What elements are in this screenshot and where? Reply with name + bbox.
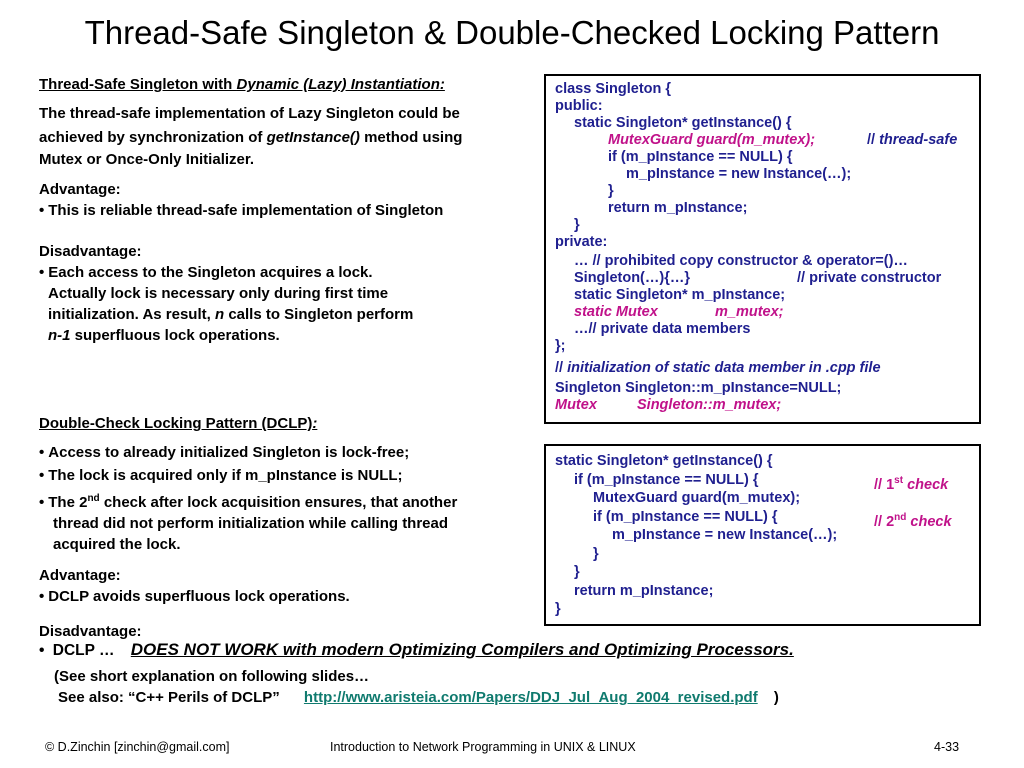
code-line bbox=[555, 253, 979, 270]
bullet-item bbox=[39, 442, 534, 463]
comment-text: initialization of static data member in .cpp file bbox=[567, 360, 881, 376]
code-line bbox=[555, 321, 979, 338]
text: ) bbox=[773, 689, 779, 706]
disadvantage-label: Disadvantage: bbox=[39, 623, 142, 640]
text: The lock is acquired only if m_pInstance is NULL; bbox=[48, 467, 403, 484]
superscript: nd bbox=[894, 511, 907, 523]
code-line bbox=[555, 217, 979, 234]
text: Access to already initialized Singleton is lock-free; bbox=[48, 444, 410, 461]
text-italic: n-1 bbox=[48, 327, 71, 344]
code-line bbox=[555, 183, 979, 200]
text: superfluous lock operations. bbox=[70, 327, 280, 344]
code-line bbox=[555, 509, 979, 528]
code-text: m_pInstance = new Instance(…); bbox=[626, 166, 852, 182]
code-text: if (m_pInstance == NULL) { bbox=[608, 149, 793, 165]
code-text-highlight: Singleton::m_mutex; bbox=[637, 397, 782, 413]
advantage-label: Advantage: bbox=[39, 181, 121, 198]
text-line: acquired the lock. bbox=[53, 536, 181, 553]
see-explanation: (See short explanation on following slides… bbox=[54, 668, 370, 685]
bullet-icon: • bbox=[39, 588, 45, 605]
code-box-lazy-singleton bbox=[544, 74, 981, 424]
heading-text: Double-Check Locking Pattern (DCLP) bbox=[39, 415, 313, 432]
disadvantage-label: Disadvantage: bbox=[39, 243, 142, 260]
text: The 2 bbox=[48, 494, 88, 511]
text: check after lock acquisition ensures, that another bbox=[99, 494, 458, 511]
section-heading-thread-safe bbox=[39, 74, 534, 95]
code-text: } bbox=[574, 217, 580, 233]
text-line bbox=[39, 325, 534, 346]
bullet-item bbox=[39, 200, 534, 221]
code-text: if (m_pInstance == NULL) { bbox=[574, 471, 759, 488]
code-text: } bbox=[574, 564, 580, 580]
code-line bbox=[555, 234, 979, 251]
code-line bbox=[555, 270, 979, 287]
comment-text: check bbox=[906, 513, 952, 530]
bullet-item bbox=[39, 465, 534, 486]
code-text-highlight: static Mutex bbox=[574, 304, 658, 320]
code-line bbox=[555, 564, 979, 583]
comment-text: // 1 bbox=[874, 476, 895, 493]
text: DCLP … bbox=[52, 642, 119, 659]
heading-text: Thread-Safe Singleton with bbox=[39, 76, 237, 93]
code-line bbox=[555, 200, 979, 217]
code-text: } bbox=[555, 601, 561, 617]
footer-author: © D.Zinchin [zinchin@gmail.com] bbox=[45, 740, 230, 754]
code-line bbox=[555, 453, 979, 472]
footer-course: Introduction to Network Programming in UNIX & LINUX bbox=[330, 740, 636, 754]
text: Each access to the Singleton acquires a lock. bbox=[48, 264, 373, 281]
text-italic: getInstance() bbox=[266, 129, 360, 146]
section-heading-dclp bbox=[39, 413, 534, 434]
text: See also: “C++ Perils of DCLP” bbox=[58, 689, 280, 706]
comment-text: // private constructor bbox=[797, 270, 942, 286]
superscript: nd bbox=[87, 493, 100, 504]
bullet-icon: • bbox=[39, 494, 45, 511]
code-line bbox=[555, 360, 979, 377]
text-line bbox=[39, 304, 534, 325]
code-line bbox=[555, 304, 979, 321]
code-line bbox=[555, 81, 979, 98]
code-text-highlight: m_mutex; bbox=[715, 304, 784, 320]
code-line bbox=[555, 546, 979, 565]
code-line bbox=[555, 287, 979, 304]
text: calls to Singleton perform bbox=[224, 306, 414, 323]
code-text: … // prohibited copy constructor & operator=()… bbox=[574, 253, 908, 269]
dclp-warning-text: DOES NOT WORK with modern Optimizing Compilers and Optimizing Processors. bbox=[130, 640, 794, 659]
code-line bbox=[555, 472, 979, 491]
comment-text: // 2 bbox=[874, 513, 895, 530]
bullet-icon: • bbox=[39, 264, 45, 281]
code-text: m_pInstance = new Instance(…); bbox=[612, 527, 838, 543]
code-text: static Singleton* getInstance() { bbox=[574, 115, 792, 131]
code-text: } bbox=[593, 545, 599, 562]
code-text: private: bbox=[555, 234, 608, 250]
bullet-icon: • bbox=[39, 642, 45, 659]
code-line bbox=[555, 583, 979, 602]
text-line: Actually lock is necessary only during first time bbox=[48, 285, 389, 302]
code-text: Singleton Singleton::m_pInstance=NULL; bbox=[555, 380, 842, 396]
code-line bbox=[555, 338, 979, 355]
code-text: class Singleton { bbox=[555, 81, 672, 97]
code-line bbox=[555, 397, 979, 414]
see-also-line bbox=[58, 689, 779, 706]
code-line bbox=[555, 98, 979, 115]
code-text: …// private data members bbox=[574, 321, 751, 337]
bullet-icon: • bbox=[39, 202, 45, 219]
code-line bbox=[555, 115, 979, 132]
bullet-item bbox=[39, 488, 534, 513]
text: achieved by synchronization of bbox=[39, 129, 267, 146]
code-text: } bbox=[608, 183, 614, 199]
code-line bbox=[555, 601, 979, 620]
code-line bbox=[555, 149, 979, 166]
code-text: Singleton(…){…} bbox=[574, 270, 690, 286]
advantage-label: Advantage: bbox=[39, 567, 121, 584]
code-line bbox=[555, 132, 979, 149]
footer-slide-number: 4-33 bbox=[934, 740, 960, 754]
code-text: return m_pInstance; bbox=[574, 582, 714, 599]
heading-text-italic: Dynamic (Lazy) Instantiation: bbox=[236, 76, 445, 93]
slide-title: Thread-Safe Singleton & Double-Checked Locking Pattern bbox=[84, 14, 940, 51]
code-box-dclp bbox=[544, 444, 981, 626]
text: method using bbox=[359, 129, 463, 146]
code-line bbox=[555, 166, 979, 183]
paragraph-line bbox=[39, 127, 534, 148]
comment-text: thread-safe bbox=[879, 132, 958, 148]
code-text-highlight: Mutex bbox=[555, 397, 597, 413]
code-text: public: bbox=[555, 98, 603, 114]
code-text: MutexGuard guard(m_mutex); bbox=[593, 490, 801, 506]
comment-text: check bbox=[903, 476, 949, 493]
bullet-icon: • bbox=[39, 467, 45, 484]
left-column bbox=[39, 74, 534, 642]
heading-colon: : bbox=[312, 415, 318, 432]
reference-link[interactable]: http://www.aristeia.com/Papers/DDJ_Jul_Aug_2004_revised.pdf bbox=[303, 689, 758, 706]
code-text-highlight: MutexGuard guard(m_mutex); bbox=[608, 132, 816, 148]
text: This is reliable thread-safe implementation of Singleton bbox=[48, 202, 444, 219]
code-line bbox=[555, 527, 979, 546]
text-line: thread did not perform initialization while calling thread bbox=[53, 515, 449, 532]
comment-text: // bbox=[555, 360, 568, 376]
bullet-icon: • bbox=[39, 444, 45, 461]
code-text: }; bbox=[555, 338, 566, 354]
code-line bbox=[555, 490, 979, 509]
superscript: st bbox=[894, 474, 904, 486]
text: initialization. As result, bbox=[48, 306, 215, 323]
dclp-warning-line bbox=[39, 640, 794, 660]
text-italic: n bbox=[214, 306, 225, 323]
paragraph-line: Mutex or Once-Only Initializer. bbox=[39, 151, 255, 168]
comment-text: // bbox=[867, 132, 880, 148]
code-text: static Singleton* m_pInstance; bbox=[574, 287, 786, 303]
bullet-item bbox=[39, 262, 534, 283]
text: DCLP avoids superfluous lock operations. bbox=[48, 588, 350, 605]
paragraph-line: The thread-safe implementation of Lazy Singleton could be bbox=[39, 105, 460, 122]
code-line bbox=[555, 380, 979, 397]
bullet-item bbox=[39, 586, 534, 607]
code-text: if (m_pInstance == NULL) { bbox=[593, 508, 778, 525]
code-text: return m_pInstance; bbox=[608, 200, 748, 216]
code-text: static Singleton* getInstance() { bbox=[555, 453, 773, 469]
